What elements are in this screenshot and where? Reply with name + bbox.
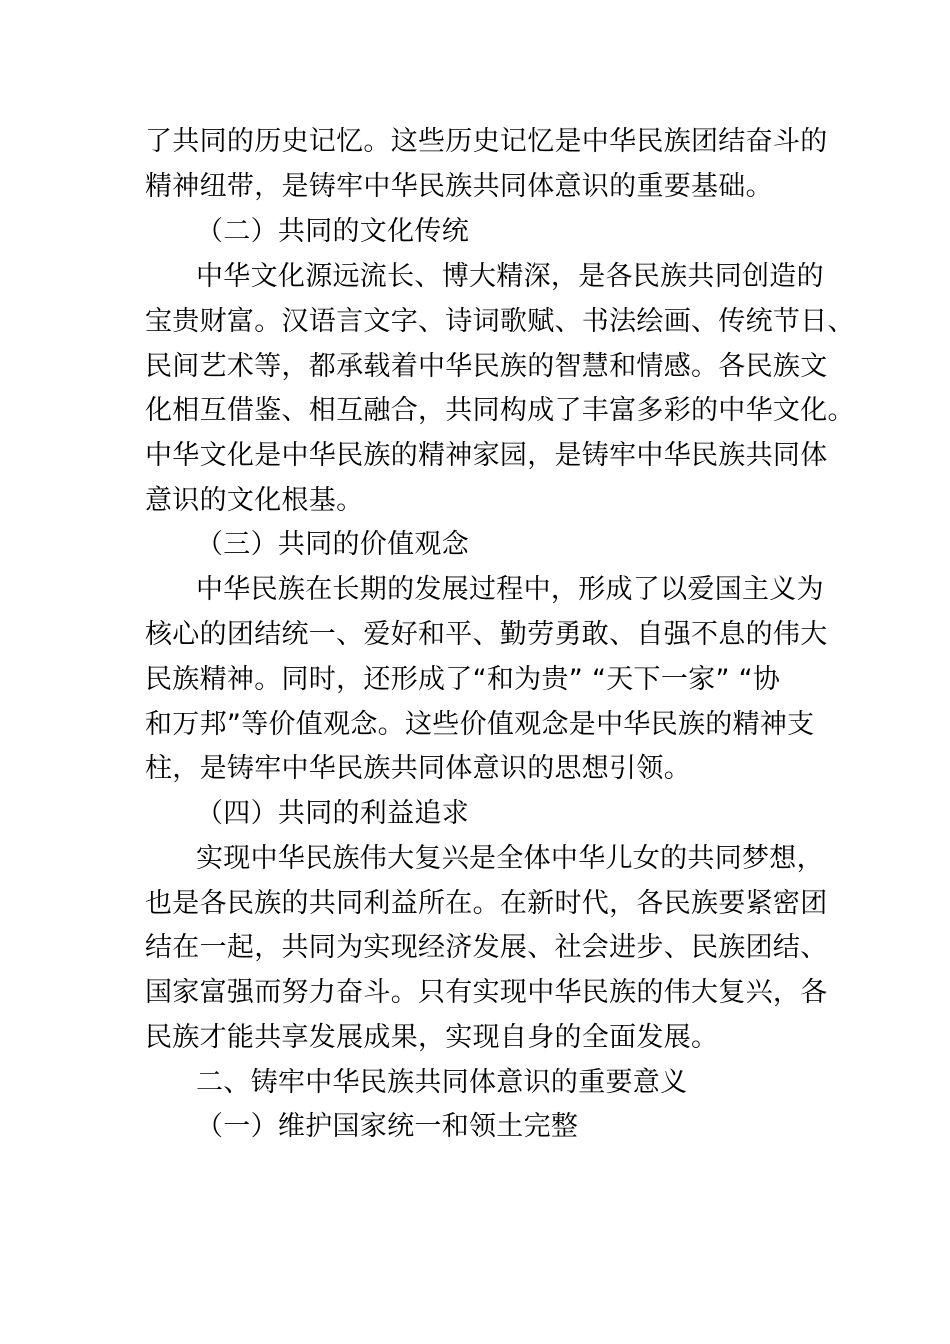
body-text-line: 民族才能共享发展成果，实现自身的全面发展。 <box>145 1022 719 1053</box>
body-text-line: 了共同的历史记忆。这些历史记忆是中华民族团结奋斗的 <box>145 126 828 157</box>
body-text-line: 中华民族在长期的发展过程中，形成了以爱国主义为 <box>196 574 824 605</box>
body-text-line: 实现中华民族伟大复兴是全体中华儿女的共同梦想， <box>196 843 824 874</box>
section-heading: （二）共同的文化传统 <box>196 216 469 247</box>
body-text-line: 精神纽带，是铸牢中华民族共同体意识的重要基础。 <box>145 171 773 202</box>
body-text-line: 民族精神。同时，还形成了“和为贵” “天下一家” “协 <box>145 664 781 695</box>
body-text-line: 中华文化是中华民族的精神家园，是铸牢中华民族共同体 <box>145 440 828 471</box>
body-text-line: 柱，是铸牢中华民族共同体意识的思想引领。 <box>145 753 691 784</box>
body-text-line: 宝贵财富。汉语言文字、诗词歌赋、书法绘画、传统节日、 <box>145 306 855 337</box>
section-heading: （一）维护国家统一和领土完整 <box>196 1111 579 1142</box>
chapter-heading: 二、铸牢中华民族共同体意识的重要意义 <box>196 1067 688 1098</box>
body-text-line: 民间艺术等，都承载着中华民族的智慧和情感。各民族文 <box>145 351 828 382</box>
body-text-line: 化相互借鉴、相互融合，共同构成了丰富多彩的中华文化。 <box>145 395 855 426</box>
body-text-line: 国家富强而努力奋斗。只有实现中华民族的伟大复兴，各 <box>145 977 828 1008</box>
body-text-line: 和万邦”等价值观念。这些价值观念是中华民族的精神支 <box>145 709 815 740</box>
body-text-line: 结在一起，共同为实现经济发展、社会进步、民族团结、 <box>145 932 828 963</box>
body-text-line: 也是各民族的共同利益所在。在新时代，各民族要紧密团 <box>145 888 828 919</box>
section-heading: （四）共同的利益追求 <box>196 798 469 829</box>
body-text-line: 核心的团结统一、爱好和平、勤劳勇敢、自强不息的伟大 <box>145 619 828 650</box>
body-text-line: 意识的文化根基。 <box>145 485 364 516</box>
section-heading: （三）共同的价值观念 <box>196 529 469 560</box>
body-text-line: 中华文化源远流长、博大精深，是各民族共同创造的 <box>196 261 824 292</box>
